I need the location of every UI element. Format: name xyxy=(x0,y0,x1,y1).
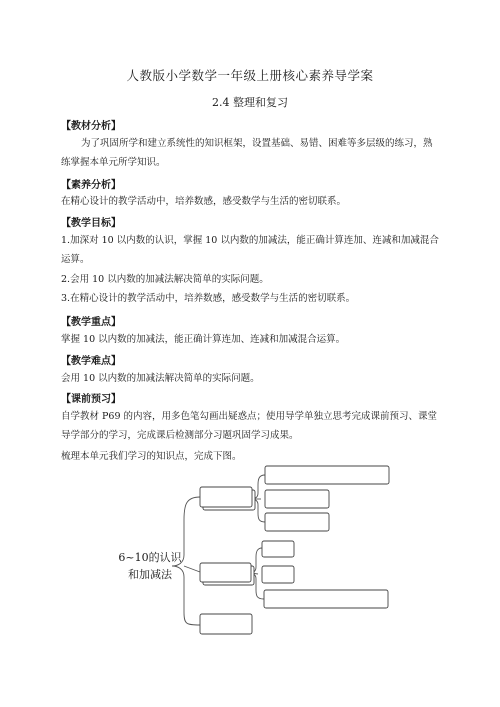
section-heading-key-points: 【教学重点】 xyxy=(61,317,121,328)
answer-box-sub-3[interactable] xyxy=(265,513,329,531)
answer-box-sub-4[interactable] xyxy=(262,541,294,557)
answer-box-branch-1-front[interactable] xyxy=(200,487,252,507)
literacy-analysis-text: 在精心设计的教学活动中，培养数感，感受数学与生活的密切联系。 xyxy=(61,196,347,207)
answer-box-sub-5[interactable] xyxy=(262,566,294,583)
section-heading-difficulties: 【教学难点】 xyxy=(61,356,121,367)
teaching-goal-1: 1.加深对 10 以内数的认识，掌握 10 以内数的加减法，能正确计算连加、连减和加减混合运算。 xyxy=(61,235,439,265)
preview-text: 自学教材 P69 的内容，用多色笔勾画出疑惑点；使用导学单独立思考完成课前预习、课堂导学部分的学习，完成课后检测部分习题巩固学习成果。 xyxy=(61,411,438,441)
answer-box-branch-3[interactable] xyxy=(200,614,252,634)
mind-map-center-node xyxy=(110,549,190,583)
answer-box-sub-1[interactable] xyxy=(265,466,389,484)
document-title: 人教版小学数学一年级上册核心素养导学案 xyxy=(126,68,374,83)
section-heading-textbook-analysis: 【教材分析】 xyxy=(61,121,121,132)
center-node-line-2: 和加减法 xyxy=(128,568,172,581)
center-node-line-1: 6~10的认识 xyxy=(118,551,182,564)
section-heading-teaching-goals: 【教学目标】 xyxy=(61,218,121,229)
section-heading-literacy-analysis: 【素养分析】 xyxy=(61,180,121,191)
section-heading-preview: 【课前预习】 xyxy=(61,394,121,405)
answer-box-branch-2-front[interactable] xyxy=(200,563,251,582)
lesson-title: 2.4 整理和复习 xyxy=(212,96,288,109)
difficulties-text: 会用 10 以内数的加减法解决简单的实际问题。 xyxy=(61,373,260,384)
teaching-goal-2: 2.会用 10 以内数的加减法解决简单的实际问题。 xyxy=(61,274,269,285)
answer-box-sub-2[interactable] xyxy=(265,490,329,508)
key-points-text: 掌握 10 以内数的加减法，能正确计算连加、连减和加减混合运算。 xyxy=(61,334,346,345)
answer-box-sub-6[interactable] xyxy=(264,590,388,608)
textbook-analysis-text: 为了巩固所学和建立系统性的知识框架，设置基础、易错、困难等多层级的练习，熟练掌握本单元所学知识。 xyxy=(61,138,433,168)
preview-instruction: 梳理本单元我们学习的知识点，完成下图。 xyxy=(61,451,242,462)
teaching-goal-3: 3.在精心设计的教学活动中，培养数感，感受数学与生活的密切联系。 xyxy=(61,293,356,304)
